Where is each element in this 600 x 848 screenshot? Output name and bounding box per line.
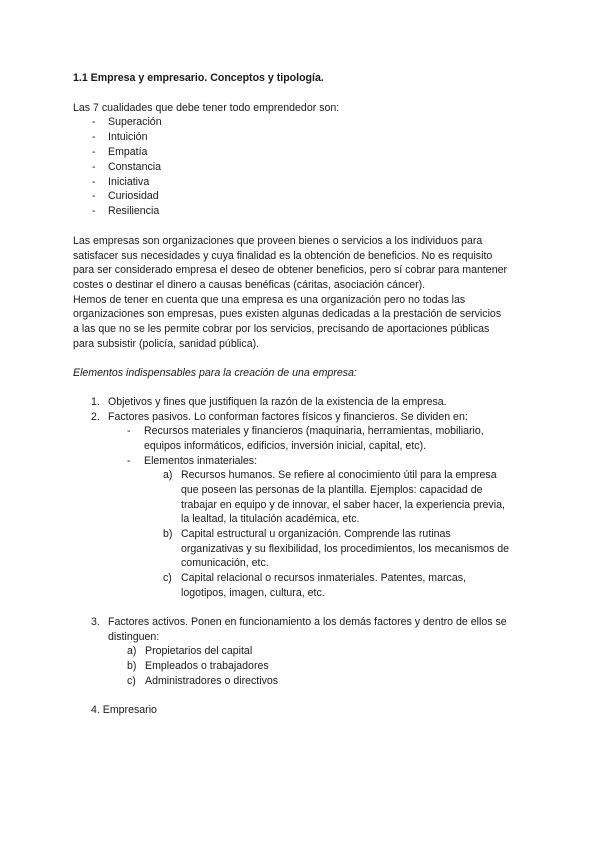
sub-item-line: Propietarios del capital — [145, 645, 253, 657]
list-number: 3. — [91, 616, 100, 628]
list-bullet: - — [92, 205, 96, 217]
list-letter: b) — [163, 528, 173, 540]
sub-sub-item-line: organizativas y su flexibilidad, los procedimientos, los mecanismos de — [181, 543, 509, 555]
list-bullet: - — [92, 190, 96, 202]
qualities-intro: Las 7 cualidades que debe tener todo emprendedor son: — [73, 102, 340, 114]
sub-item-line: Empleados o trabajadores — [145, 660, 269, 672]
paragraph-line: a las que no se les permite cobrar por los servicios, precisando de aportaciones públicas — [73, 323, 490, 335]
quality-item: Iniciativa — [108, 176, 150, 188]
quality-item: Superación — [108, 116, 162, 128]
list-item: Factores activos. Ponen en funcionamiento a los demás factores y dentro de ellos se — [108, 616, 507, 628]
sub-item-line: Elementos inmateriales: — [144, 455, 258, 467]
list-bullet: - — [127, 455, 131, 467]
list-bullet: - — [92, 116, 96, 128]
paragraph-line: Las empresas son organizaciones que proveen bienes o servicios a los individuos para — [73, 235, 483, 247]
paragraph-line: costes o destinar el dinero a causas benéficas (cáritas, asociación cáncer). — [73, 279, 426, 291]
list-letter: a) — [163, 469, 173, 481]
sub-sub-item-line: Recursos humanos. Se refiere al conocimiento útil para la empresa — [181, 469, 497, 481]
quality-item: Empatía — [108, 146, 148, 158]
section-heading: 1.1 Empresa y empresario. Conceptos y tipología. — [73, 72, 324, 84]
list-bullet: - — [92, 161, 96, 173]
paragraph-line: organizaciones son empresas, pues existen algunas dedicadas a la prestación de servicios — [73, 308, 502, 320]
quality-item: Intuición — [108, 131, 148, 143]
list-item: distinguen: — [108, 631, 160, 643]
list-letter: b) — [127, 660, 137, 672]
sub-sub-item-line: Capital relacional o recursos inmateriales. Patentes, marcas, — [181, 572, 466, 584]
list-number: 1. — [91, 396, 100, 408]
list-number: 2. — [91, 411, 100, 423]
sub-item-line: Recursos materiales y financieros (maquinaria, herramientas, mobiliario, — [144, 425, 484, 437]
list-item: 4. Empresario — [91, 704, 157, 716]
paragraph-line: para ser considerado empresa el deseo de obtener beneficios, pero sí cobrar para mantener — [73, 264, 508, 276]
sub-sub-item-line: Capital estructural u organización. Comprende las rutinas — [181, 528, 451, 540]
list-bullet: - — [92, 146, 96, 158]
list-letter: c) — [163, 572, 172, 584]
quality-item: Resiliencia — [108, 205, 160, 217]
list-item: Objetivos y fines que justifiquen la razón de la existencia de la empresa. — [108, 396, 447, 408]
sub-sub-item-line: la lealtad, la titulación académica, etc. — [181, 513, 360, 525]
sub-sub-item-line: logotipos, imagen, cultura, etc. — [181, 587, 325, 599]
sub-sub-item-line: trabajar en equipo y de innovar, el saber hacer, la experiencia previa, — [181, 499, 505, 511]
paragraph-line: Hemos de tener en cuenta que una empresa es una organización pero no todas las — [73, 294, 466, 306]
sub-sub-item-line: comunicación, etc. — [181, 557, 269, 569]
paragraph-line: satisfacer sus necesidades y cuya finalidad es la obtención de beneficios. No es requisito — [73, 250, 493, 262]
list-letter: c) — [127, 675, 136, 687]
sub-item-line: equipos informáticos, edificios, inversión inicial, capital, etc). — [144, 440, 427, 452]
sub-sub-item-line: que poseen las personas de la plantilla. Ejemplos: capacidad de — [181, 484, 483, 496]
list-bullet: - — [92, 131, 96, 143]
list-letter: a) — [127, 645, 137, 657]
list-bullet: - — [127, 425, 131, 437]
sub-item-line: Administradores o directivos — [145, 675, 279, 687]
list-bullet: - — [92, 176, 96, 188]
list-item: Factores pasivos. Lo conforman factores físicos y financieros. Se dividen en: — [108, 411, 468, 423]
quality-item: Curiosidad — [108, 190, 159, 202]
paragraph-line: para subsistir (policía, sanidad pública). — [73, 338, 260, 350]
quality-item: Constancia — [108, 161, 161, 173]
elements-title: Elementos indispensables para la creación de una empresa: — [73, 367, 357, 379]
